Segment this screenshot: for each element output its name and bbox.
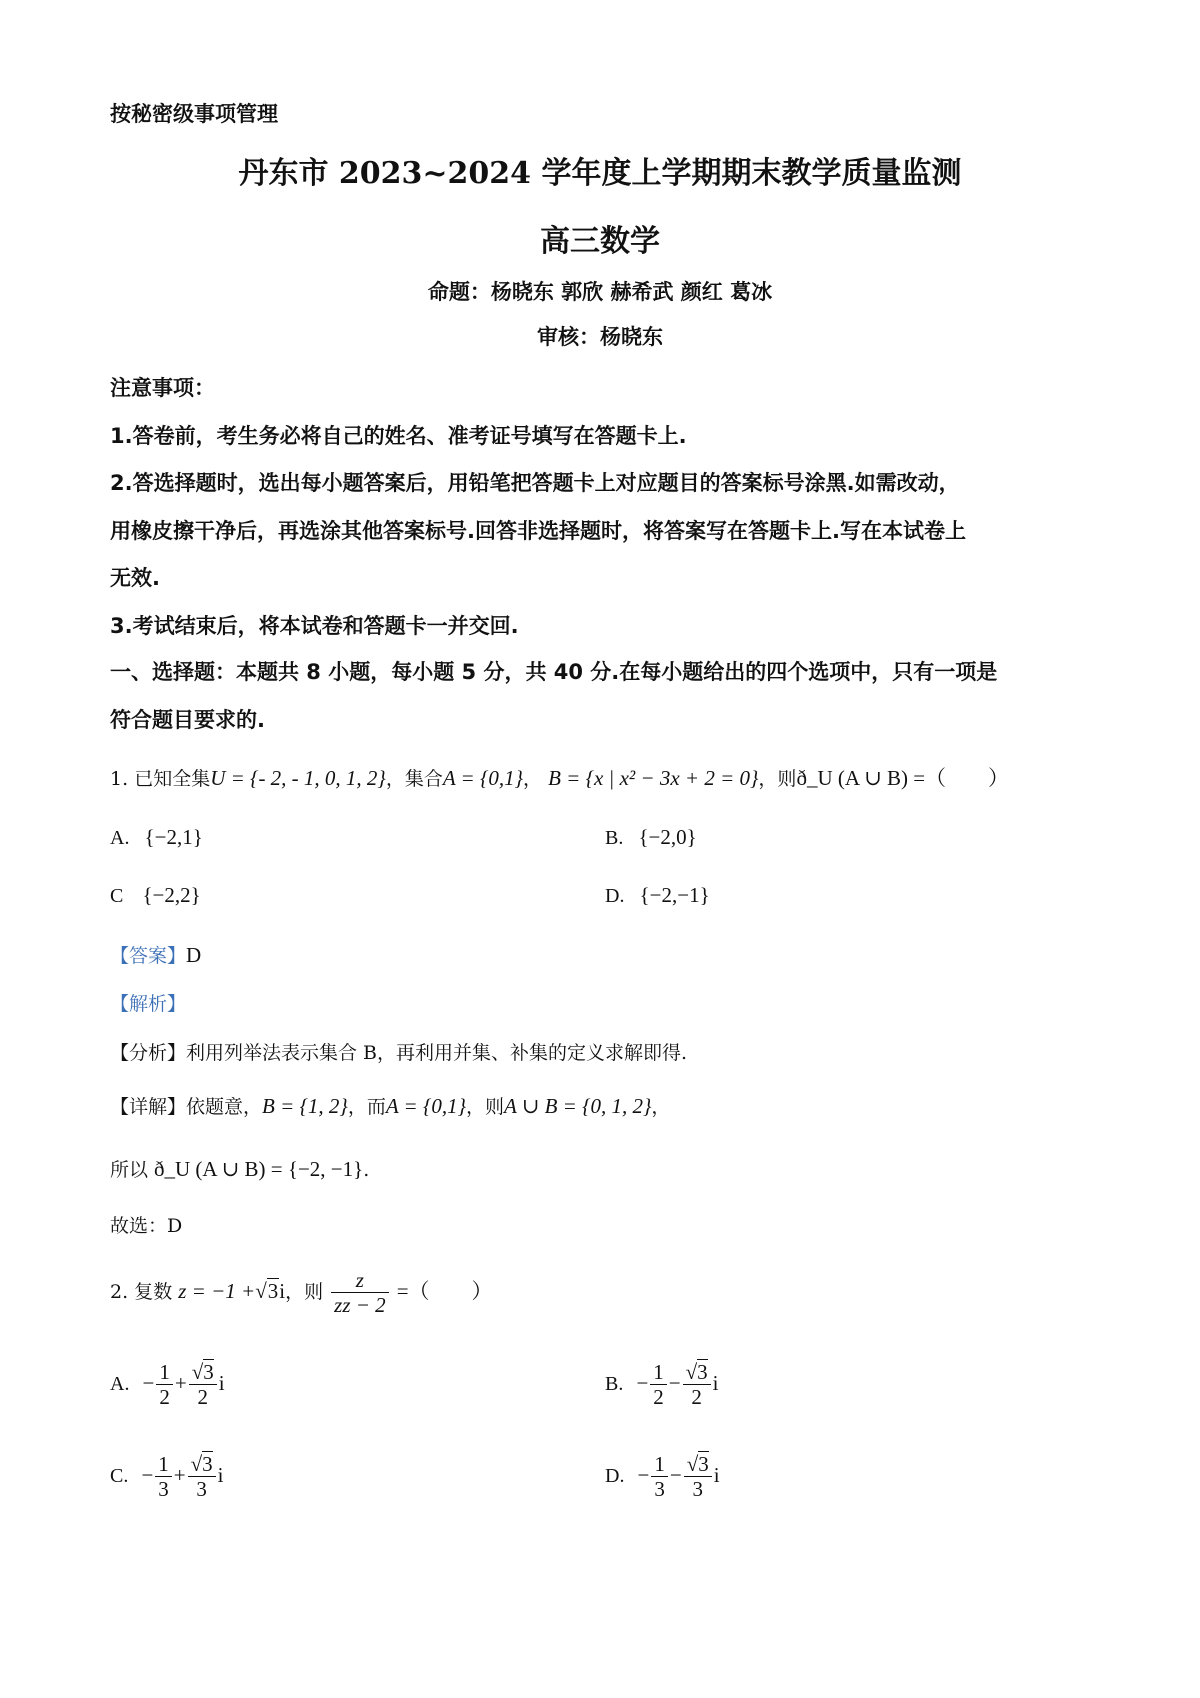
subject-title: 高三数学	[540, 224, 660, 259]
question-text: ，集合	[385, 768, 443, 790]
option-label: A.	[110, 827, 130, 849]
classification-label: 按秘密级事项管理	[110, 102, 278, 126]
q2-option-a	[110, 1360, 225, 1410]
sqrt-symbol: √3	[255, 1279, 279, 1304]
final-choice: 故选：D	[110, 1215, 183, 1237]
fenxi-text: 利用列举法表示集合 B，再利用并集、补集的定义求解即得.	[186, 1042, 688, 1064]
option-value: {−2,2}	[142, 883, 201, 907]
fraction: $\frac{√3}{2}$	[683, 1360, 711, 1410]
section-heading-line-2: 符合题目要求的.	[110, 708, 265, 732]
math-expression: B = {1, 2}	[262, 1094, 348, 1118]
imaginary-unit: i	[712, 1370, 719, 1395]
answer-line	[110, 941, 201, 968]
authors-line: 命题：杨晓东 郭欣 赫希武 颜红 葛冰	[427, 280, 773, 304]
question-2	[110, 1268, 493, 1318]
math-expression: B = {x | x² − 3x + 2 = 0}	[548, 766, 759, 790]
detail-text: ，则	[466, 1096, 505, 1118]
answer-value: D	[186, 943, 202, 967]
sign: −	[636, 1370, 649, 1395]
option-label: B.	[605, 1372, 624, 1395]
detail-text: ，而	[347, 1096, 386, 1118]
question-text: ，	[523, 768, 543, 790]
option-label: A.	[110, 1372, 130, 1395]
fraction: $\frac{z}{zz - 2}$	[331, 1268, 389, 1318]
fraction: $\frac{1}{2}$	[156, 1360, 173, 1410]
notice-item-1: 1.答卷前，考生务必将自己的姓名、准考证号填写在答题卡上.	[110, 424, 687, 448]
imaginary-unit: i	[218, 1370, 225, 1395]
fraction: $\frac{1}{3}$	[651, 1452, 668, 1502]
math-expression: A = {0,1}	[442, 766, 524, 790]
xiangjie-tag: 【详解】	[110, 1096, 187, 1118]
analysis-detail	[110, 1092, 670, 1119]
sign: −	[637, 1462, 650, 1487]
math-expression: z = −1 +	[178, 1279, 256, 1304]
fraction: $\frac{1}{3}$	[155, 1452, 172, 1502]
page-title: 丹东市 2023~2024 学年度上学期期末教学质量监测	[238, 156, 962, 191]
question-text: 已知全集	[134, 768, 211, 790]
math-expression: A = {0,1}	[385, 1094, 467, 1118]
question-1	[110, 762, 1009, 792]
notice-heading: 注意事项：	[110, 376, 215, 400]
sign: −	[669, 1462, 682, 1487]
question-tail: =（ ）	[396, 1279, 493, 1304]
analysis-summary	[110, 1038, 687, 1065]
notice-item-2-line-2: 用橡皮擦干净后，再选涂其他答案标号.回答非选择题时，将答案写在答题卡上.写在本试卷上	[110, 519, 966, 543]
imaginary-unit: i	[279, 1279, 286, 1304]
question-number: 2.	[110, 1281, 129, 1304]
math-expression: A ∪ B = {0, 1, 2}	[504, 1094, 652, 1118]
sign: +	[174, 1370, 187, 1395]
option-value: {−2,0}	[638, 825, 697, 849]
option-label: D.	[605, 885, 625, 907]
notice-item-2-line-3: 无效.	[110, 566, 160, 590]
option-c	[110, 883, 201, 908]
answer-tag: 【答案】	[110, 945, 187, 967]
option-label: C.	[110, 1464, 129, 1487]
option-d	[605, 883, 710, 908]
option-label: B.	[605, 827, 624, 849]
detail-text: ，	[651, 1096, 671, 1118]
math-expression: ð_U (A ∪ B) = {−2, −1}	[154, 1157, 364, 1181]
q2-option-c	[110, 1452, 224, 1502]
reviewer-line: 审核：杨晓东	[537, 325, 663, 349]
sign: −	[141, 1462, 154, 1487]
sign: −	[142, 1370, 155, 1395]
option-a	[110, 825, 203, 850]
fraction: $\frac{1}{2}$	[650, 1360, 667, 1410]
q2-option-d	[605, 1452, 720, 1502]
sign: +	[173, 1462, 186, 1487]
q2-option-b	[605, 1360, 719, 1410]
option-value: {−2,1}	[144, 825, 203, 849]
conclusion-text: .	[363, 1159, 370, 1181]
detail-text: 依题意，	[186, 1096, 263, 1118]
analysis-tag: 【解析】	[110, 993, 187, 1015]
fraction: $\frac{√3}{3}$	[684, 1452, 712, 1502]
imaginary-unit: i	[713, 1462, 720, 1487]
notice-item-3: 3.考试结束后，将本试卷和答题卡一并交回.	[110, 614, 519, 638]
notice-item-2-line-1: 2.答选择题时，选出每小题答案后，用铅笔把答题卡上对应题目的答案标号涂黑.如需改动，	[110, 471, 960, 495]
imaginary-unit: i	[217, 1462, 224, 1487]
math-expression: ð_U (A ∪ B) =（ ）	[796, 766, 1010, 790]
conclusion-line	[110, 1155, 369, 1182]
question-text: 复数	[134, 1281, 173, 1304]
section-heading-line-1: 一、选择题：本题共 8 小题，每小题 5 分，共 40 分.在每小题给出的四个选项中，只有一项是	[110, 660, 998, 684]
question-text: ，则	[285, 1281, 324, 1304]
math-expression: U = {- 2, - 1, 0, 1, 2}	[210, 766, 386, 790]
fenxi-tag: 【分析】	[110, 1042, 187, 1064]
option-b	[605, 825, 697, 850]
option-label: C	[110, 885, 124, 907]
sign: −	[668, 1370, 681, 1395]
fraction: $\frac{√3}{2}$	[189, 1360, 217, 1410]
question-number: 1.	[110, 768, 129, 790]
question-text: ，则	[758, 768, 797, 790]
option-value: {−2,−1}	[639, 883, 710, 907]
fraction: $\frac{√3}{3}$	[188, 1452, 216, 1502]
option-label: D.	[605, 1464, 625, 1487]
conclusion-text: 所以	[110, 1159, 149, 1181]
